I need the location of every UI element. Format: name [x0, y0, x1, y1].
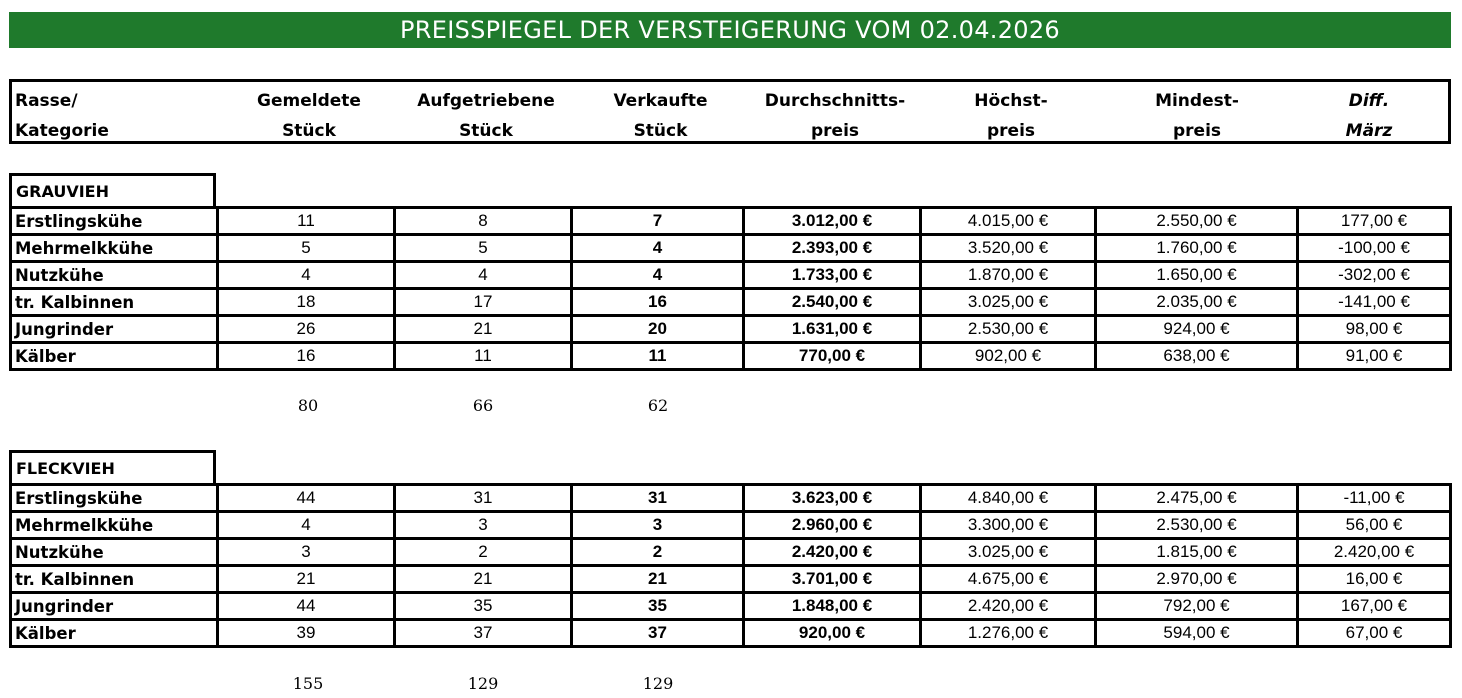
- table-row: [11, 316, 1451, 343]
- cell-diff: 67,00 €: [1298, 620, 1451, 647]
- cell-category: Erstlingskühe: [11, 485, 218, 512]
- cell-durchschnitt: 920,00 €: [744, 620, 921, 647]
- cell-mindest: 1.760,00 €: [1096, 235, 1298, 262]
- cell-aufgetrieben: 37: [395, 620, 572, 647]
- cell-verkauft: 31: [572, 485, 744, 512]
- cell-diff: 56,00 €: [1298, 512, 1451, 539]
- cell-category: Mehrmelkkühe: [11, 235, 218, 262]
- header-col-verkauft: Verkaufte Stück: [613, 91, 708, 141]
- cell-gemeldet: 11: [218, 208, 395, 235]
- cell-category: Jungrinder: [11, 593, 218, 620]
- cell-aufgetrieben: 11: [395, 343, 572, 370]
- cell-diff: -141,00 €: [1298, 289, 1451, 316]
- cell-mindest: 638,00 €: [1096, 343, 1298, 370]
- cell-mindest: 2.035,00 €: [1096, 289, 1298, 316]
- cell-hoechst: 4.015,00 €: [921, 208, 1096, 235]
- cell-gemeldet: 44: [218, 593, 395, 620]
- cell-durchschnitt: 3.012,00 €: [744, 208, 921, 235]
- header-col-diff: Diff. März: [1345, 91, 1393, 141]
- cell-verkauft: 3: [572, 512, 744, 539]
- price-table-grauvieh: [9, 206, 1452, 371]
- cell-verkauft: 37: [572, 620, 744, 647]
- table-row: [11, 566, 1451, 593]
- header-col-aufgetrieben: Aufgetriebene Stück: [417, 91, 555, 141]
- cell-diff: 91,00 €: [1298, 343, 1451, 370]
- cell-verkauft: 4: [572, 262, 744, 289]
- cell-hoechst: 2.530,00 €: [921, 316, 1096, 343]
- cell-hoechst: 4.840,00 €: [921, 485, 1096, 512]
- table-row: [11, 343, 1451, 370]
- cell-aufgetrieben: 17: [395, 289, 572, 316]
- cell-aufgetrieben: 21: [395, 316, 572, 343]
- page-title: PREISSPIEGEL DER VERSTEIGERUNG VOM 02.04.2026: [9, 12, 1451, 48]
- cell-durchschnitt: 2.960,00 €: [744, 512, 921, 539]
- cell-gemeldet: 26: [218, 316, 395, 343]
- cell-durchschnitt: 3.623,00 €: [744, 485, 921, 512]
- cell-hoechst: 1.276,00 €: [921, 620, 1096, 647]
- cell-mindest: 1.650,00 €: [1096, 262, 1298, 289]
- cell-mindest: 594,00 €: [1096, 620, 1298, 647]
- cell-durchschnitt: 2.393,00 €: [744, 235, 921, 262]
- cell-gemeldet: 21: [218, 566, 395, 593]
- cell-hoechst: 3.025,00 €: [921, 539, 1096, 566]
- cell-gemeldet: 39: [218, 620, 395, 647]
- cell-hoechst: 3.520,00 €: [921, 235, 1096, 262]
- total-aufgetrieben: 129: [467, 674, 499, 693]
- cell-category: Kälber: [11, 620, 218, 647]
- cell-mindest: 2.475,00 €: [1096, 485, 1298, 512]
- cell-gemeldet: 4: [218, 262, 395, 289]
- cell-durchschnitt: 2.540,00 €: [744, 289, 921, 316]
- cell-aufgetrieben: 2: [395, 539, 572, 566]
- cell-category: tr. Kalbinnen: [11, 566, 218, 593]
- cell-aufgetrieben: 4: [395, 262, 572, 289]
- cell-hoechst: 3.300,00 €: [921, 512, 1096, 539]
- cell-gemeldet: 3: [218, 539, 395, 566]
- cell-hoechst: 2.420,00 €: [921, 593, 1096, 620]
- section-label-fleckvieh: FLECKVIEH: [9, 450, 216, 484]
- cell-verkauft: 35: [572, 593, 744, 620]
- header-col-hoechst: Höchst- preis: [974, 91, 1048, 141]
- cell-gemeldet: 18: [218, 289, 395, 316]
- cell-gemeldet: 16: [218, 343, 395, 370]
- cell-durchschnitt: 770,00 €: [744, 343, 921, 370]
- header-col-gemeldet: Gemeldete Stück: [257, 91, 361, 141]
- cell-gemeldet: 44: [218, 485, 395, 512]
- cell-diff: 177,00 €: [1298, 208, 1451, 235]
- cell-category: Mehrmelkkühe: [11, 512, 218, 539]
- table-header: [9, 79, 1451, 144]
- cell-mindest: 2.550,00 €: [1096, 208, 1298, 235]
- cell-diff: -11,00 €: [1298, 485, 1451, 512]
- cell-mindest: 792,00 €: [1096, 593, 1298, 620]
- cell-category: tr. Kalbinnen: [11, 289, 218, 316]
- cell-durchschnitt: 3.701,00 €: [744, 566, 921, 593]
- table-row: [11, 262, 1451, 289]
- cell-aufgetrieben: 35: [395, 593, 572, 620]
- table-row: [11, 485, 1451, 512]
- cell-durchschnitt: 2.420,00 €: [744, 539, 921, 566]
- cell-verkauft: 4: [572, 235, 744, 262]
- cell-verkauft: 2: [572, 539, 744, 566]
- cell-hoechst: 1.870,00 €: [921, 262, 1096, 289]
- cell-diff: -302,00 €: [1298, 262, 1451, 289]
- cell-verkauft: 16: [572, 289, 744, 316]
- cell-category: Kälber: [11, 343, 218, 370]
- cell-category: Jungrinder: [11, 316, 218, 343]
- table-row: [11, 235, 1451, 262]
- cell-diff: -100,00 €: [1298, 235, 1451, 262]
- cell-hoechst: 3.025,00 €: [921, 289, 1096, 316]
- cell-category: Erstlingskühe: [11, 208, 218, 235]
- cell-gemeldet: 5: [218, 235, 395, 262]
- cell-aufgetrieben: 21: [395, 566, 572, 593]
- total-verkauft: 62: [647, 396, 669, 415]
- total-gemeldet: 80: [297, 396, 319, 415]
- total-verkauft: 129: [642, 674, 674, 693]
- table-row: [11, 620, 1451, 647]
- cell-aufgetrieben: 31: [395, 485, 572, 512]
- cell-verkauft: 21: [572, 566, 744, 593]
- cell-category: Nutzkühe: [11, 539, 218, 566]
- cell-diff: 16,00 €: [1298, 566, 1451, 593]
- cell-aufgetrieben: 5: [395, 235, 572, 262]
- cell-mindest: 1.815,00 €: [1096, 539, 1298, 566]
- price-table-fleckvieh: [9, 483, 1452, 648]
- cell-mindest: 924,00 €: [1096, 316, 1298, 343]
- section-label-grauvieh: GRAUVIEH: [9, 173, 216, 207]
- cell-verkauft: 11: [572, 343, 744, 370]
- cell-aufgetrieben: 8: [395, 208, 572, 235]
- cell-hoechst: 902,00 €: [921, 343, 1096, 370]
- header-col-mindest: Mindest- preis: [1155, 91, 1239, 141]
- table-row: [11, 593, 1451, 620]
- total-aufgetrieben: 66: [472, 396, 494, 415]
- cell-durchschnitt: 1.848,00 €: [744, 593, 921, 620]
- cell-aufgetrieben: 3: [395, 512, 572, 539]
- cell-mindest: 2.530,00 €: [1096, 512, 1298, 539]
- table-row: [11, 289, 1451, 316]
- header-col-category: Rasse/ Kategorie: [15, 91, 109, 141]
- cell-diff: 167,00 €: [1298, 593, 1451, 620]
- cell-durchschnitt: 1.733,00 €: [744, 262, 921, 289]
- cell-verkauft: 7: [572, 208, 744, 235]
- table-row: [11, 208, 1451, 235]
- cell-hoechst: 4.675,00 €: [921, 566, 1096, 593]
- cell-category: Nutzkühe: [11, 262, 218, 289]
- cell-diff: 98,00 €: [1298, 316, 1451, 343]
- cell-gemeldet: 4: [218, 512, 395, 539]
- cell-verkauft: 20: [572, 316, 744, 343]
- cell-mindest: 2.970,00 €: [1096, 566, 1298, 593]
- cell-durchschnitt: 1.631,00 €: [744, 316, 921, 343]
- total-gemeldet: 155: [292, 674, 324, 693]
- cell-diff: 2.420,00 €: [1298, 539, 1451, 566]
- table-row: [11, 539, 1451, 566]
- header-col-durchschnitt: Durchschnitts- preis: [764, 91, 906, 141]
- table-row: [11, 512, 1451, 539]
